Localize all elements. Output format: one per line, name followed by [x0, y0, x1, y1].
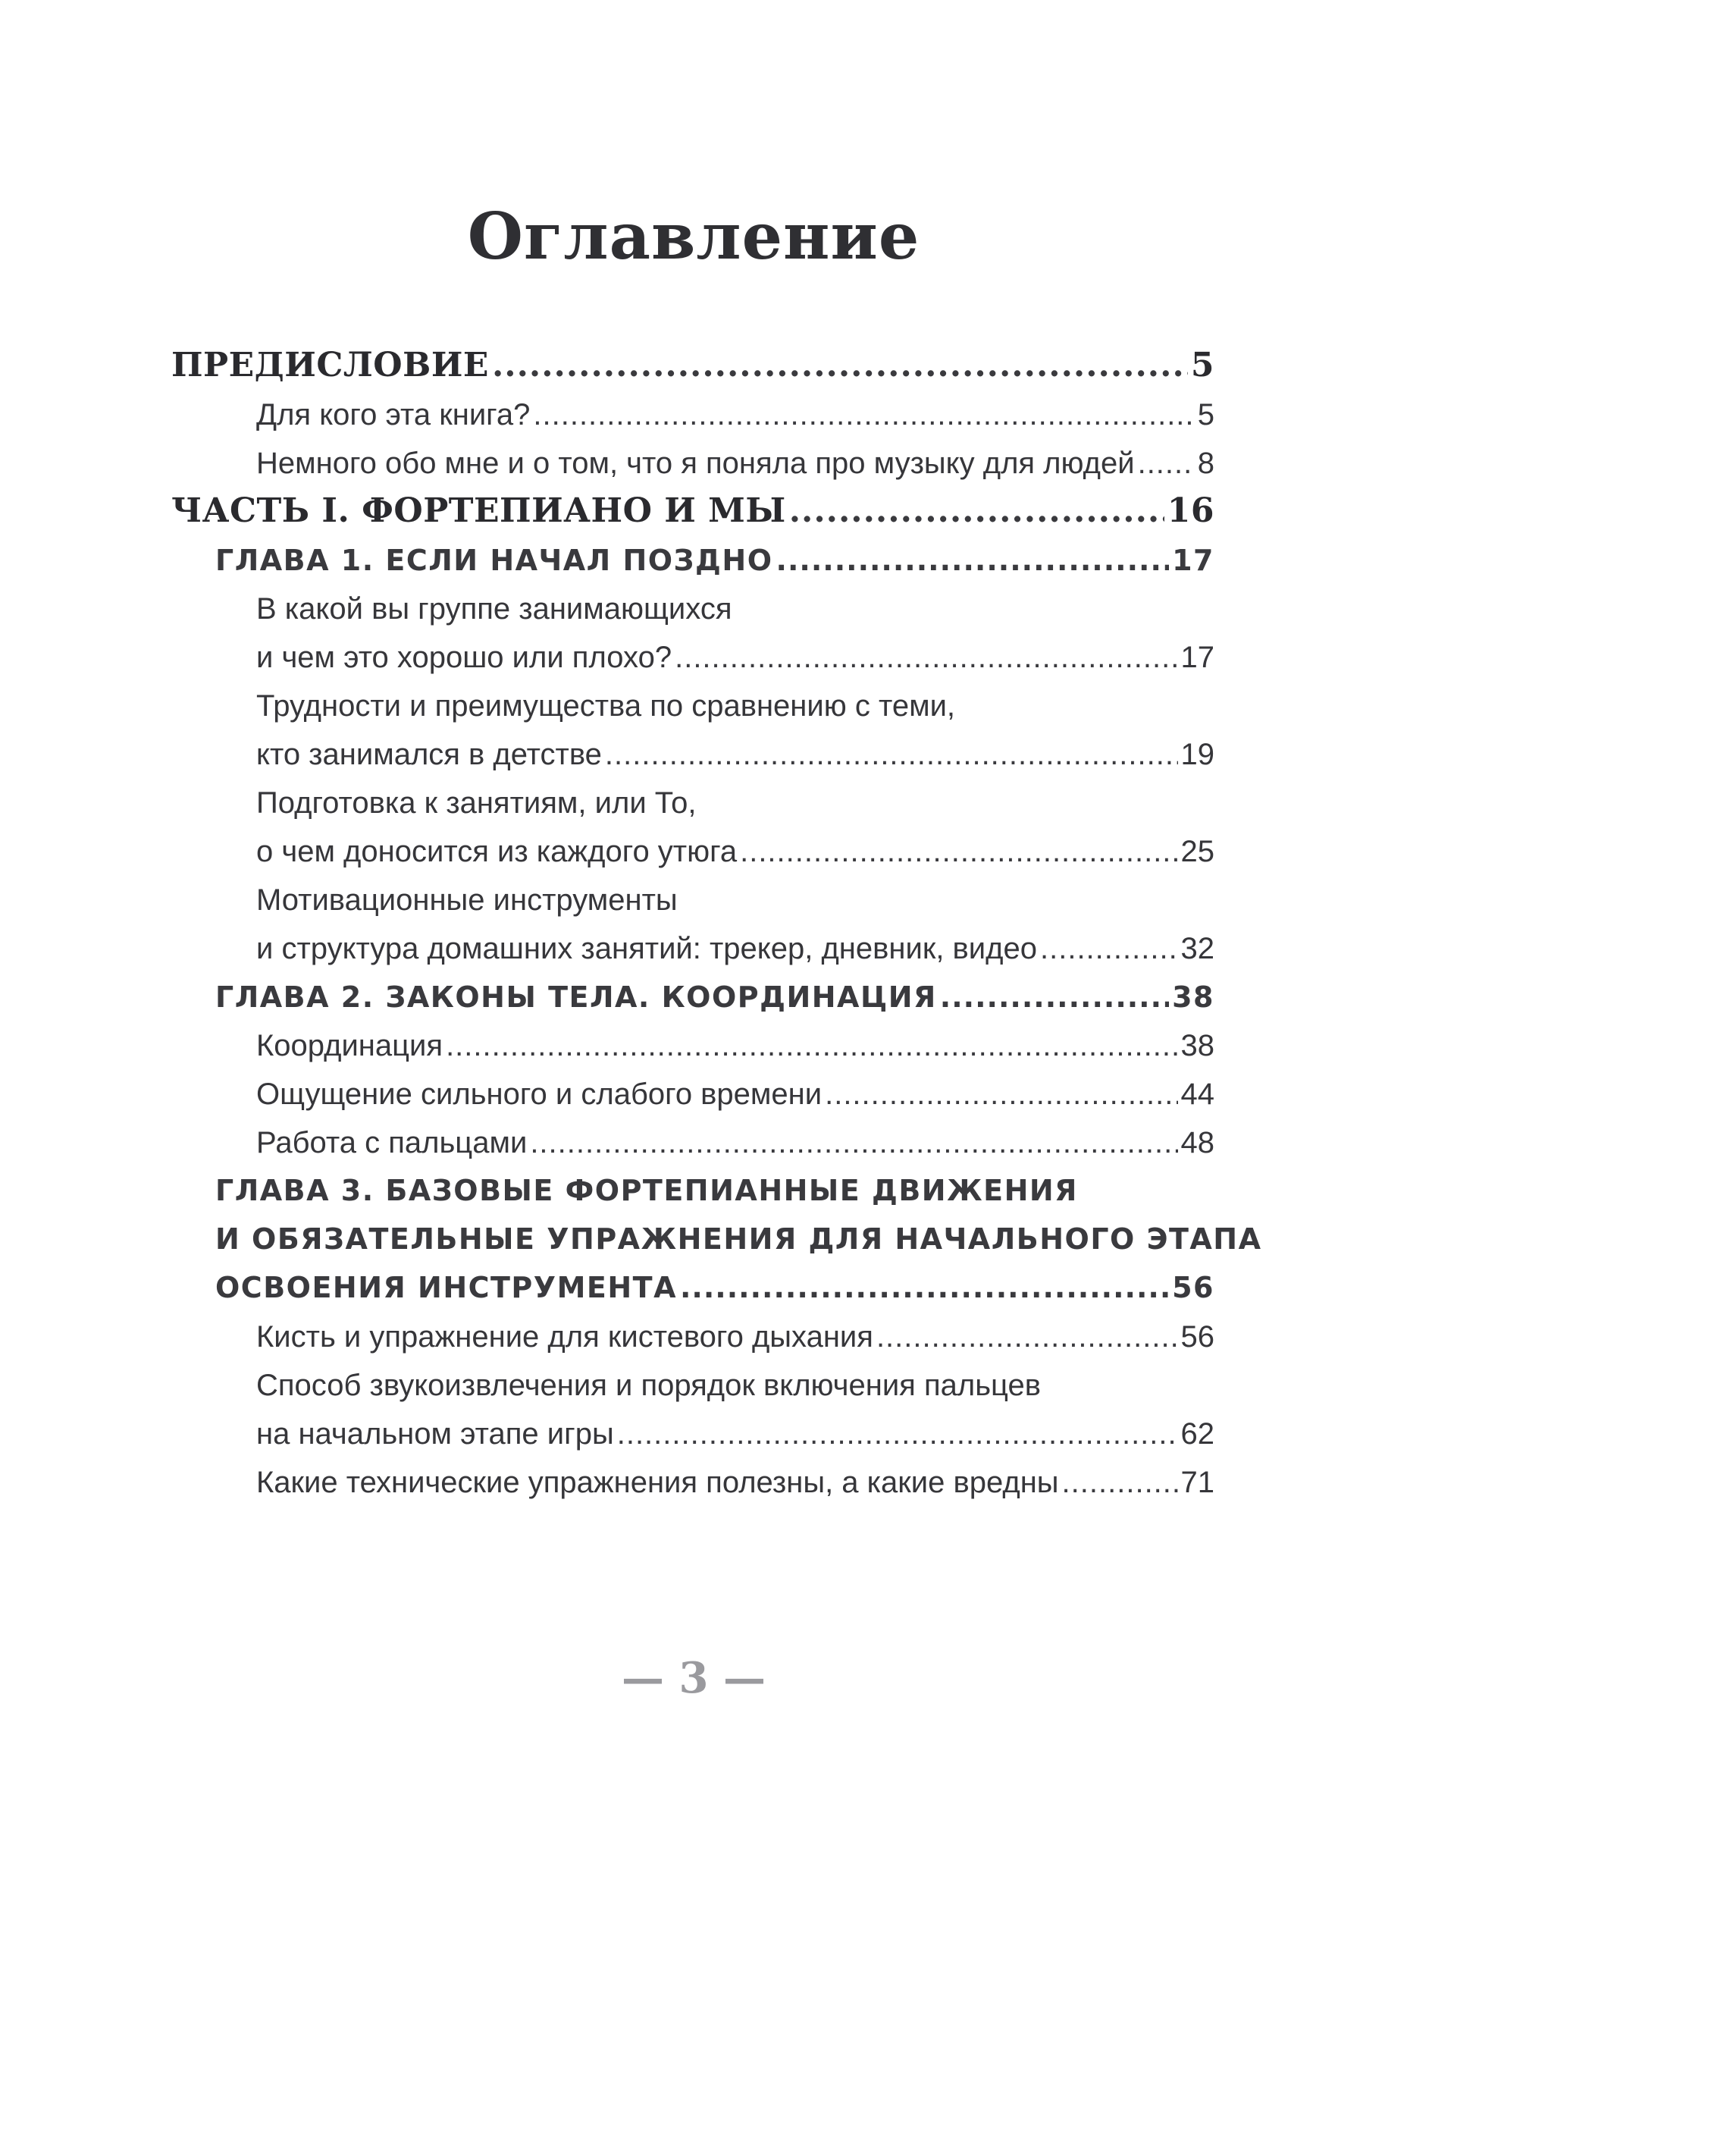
- dot-leader: [617, 1419, 1178, 1449]
- dot-leader: [533, 400, 1194, 430]
- dot-leader: [789, 494, 1164, 528]
- toc-page-number: 5: [1197, 398, 1214, 431]
- toc-entry-title: Ощущение сильного и слабого времени: [256, 1078, 823, 1111]
- toc-entry[interactable]: [256, 400, 1214, 430]
- toc-page-number: 17: [1180, 641, 1214, 674]
- dot-leader: [876, 1322, 1178, 1352]
- toc-page-number: 48: [1180, 1126, 1214, 1159]
- toc-entry[interactable]: [256, 1467, 1214, 1498]
- toc-entry-line1[interactable]: [256, 594, 1214, 624]
- dot-leader: [675, 642, 1177, 673]
- toc-entry-title: Кисть и упражнение для кистевого дыхания: [256, 1320, 873, 1354]
- dot-leader: [1040, 933, 1178, 964]
- toc-page-number: 32: [1180, 932, 1214, 965]
- toc-entry-title: кто занимался в детстве: [256, 738, 602, 771]
- dot-leader: [740, 836, 1177, 867]
- toc-entry[interactable]: [256, 1128, 1214, 1158]
- toc-entry-part-1[interactable]: [171, 491, 1214, 530]
- toc-entry-title: ЧАСТЬ I. ФОРТЕПИАНО И МЫ: [171, 491, 786, 530]
- toc-entry-title: Трудности и преимущества по сравнению с теми,: [256, 689, 956, 723]
- toc-entry-title: на начальном этапе игры: [256, 1417, 614, 1451]
- dot-leader: [680, 1273, 1169, 1302]
- toc-entry-chapter-3[interactable]: [215, 1273, 1214, 1302]
- toc-entry-title: ОСВОЕНИЯ ИНСТРУМЕНТА: [215, 1271, 677, 1304]
- toc-entry[interactable]: [256, 836, 1214, 867]
- toc-entry-chapter-1[interactable]: [215, 546, 1214, 575]
- toc-entry-title: ПРЕДИСЛОВИЕ: [171, 346, 489, 384]
- toc-entry-title: Мотивационные инструменты: [256, 883, 678, 917]
- toc-page-number: 25: [1180, 835, 1214, 868]
- dot-leader: [776, 546, 1170, 575]
- toc-entry-chapter-3-line2[interactable]: [215, 1222, 1262, 1256]
- toc-page-number: 56: [1180, 1320, 1214, 1354]
- toc-entry-chapter-2[interactable]: [215, 980, 1214, 1014]
- toc-page-number: 62: [1180, 1417, 1214, 1451]
- dot-leader: [605, 739, 1178, 770]
- toc-page-number: 19: [1180, 738, 1214, 771]
- toc-entry[interactable]: [256, 642, 1214, 673]
- toc-page-number: 38: [1180, 1029, 1214, 1062]
- dot-leader: [1062, 1467, 1178, 1498]
- toc-entry-title: Работа с пальцами: [256, 1126, 528, 1159]
- toc-entry[interactable]: [256, 1322, 1214, 1352]
- page-title: Оглавление: [467, 199, 920, 274]
- dot-leader: [492, 349, 1188, 382]
- toc-entry-title: ГЛАВА 3. БАЗОВЫЕ ФОРТЕПИАННЫЕ ДВИЖЕНИЯ: [215, 1174, 1078, 1207]
- toc-entry[interactable]: [256, 1419, 1214, 1449]
- toc-entry-title: ГЛАВА 2. ЗАКОНЫ ТЕЛА. КООРДИНАЦИЯ: [215, 980, 937, 1014]
- toc-page-number: 71: [1180, 1466, 1214, 1499]
- toc-entry-line1[interactable]: [256, 885, 1214, 915]
- toc-entry-title: и структура домашних занятий: трекер, дневник, видео: [256, 932, 1037, 965]
- toc-entry[interactable]: [256, 1079, 1214, 1109]
- toc-entry-chapter-3-line1[interactable]: [215, 1176, 1214, 1205]
- toc-entry[interactable]: [256, 1031, 1214, 1061]
- toc-entry-title: о чем доносится из каждого утюга: [256, 835, 738, 868]
- toc-entry-line1[interactable]: [256, 691, 1214, 721]
- toc-entry[interactable]: [256, 933, 1214, 964]
- toc-entry[interactable]: [256, 448, 1214, 478]
- toc-entry-title: Какие технические упражнения полезны, а какие вредны: [256, 1466, 1059, 1499]
- toc-entry-preface[interactable]: [171, 346, 1214, 384]
- toc-entry-title: И ОБЯЗАТЕЛЬНЫЕ УПРАЖНЕНИЯ ДЛЯ НАЧАЛЬНОГО ЭТАПА: [215, 1222, 1262, 1256]
- page-number: — 3 —: [622, 1653, 766, 1703]
- toc-page-number: 44: [1180, 1078, 1214, 1111]
- dot-leader: [825, 1079, 1177, 1109]
- toc-entry-line1[interactable]: [256, 788, 1214, 818]
- toc-entry-title: Подготовка к занятиям, или То,: [256, 786, 697, 820]
- dot-leader: [530, 1128, 1177, 1158]
- dot-leader: [1138, 448, 1195, 478]
- toc-page-number: 5: [1190, 346, 1214, 384]
- toc-page-number: 56: [1172, 1271, 1214, 1304]
- toc-entry[interactable]: [256, 739, 1214, 770]
- dot-leader: [940, 983, 1169, 1012]
- toc-entry-title: ГЛАВА 1. ЕСЛИ НАЧАЛ ПОЗДНО: [215, 544, 773, 577]
- dot-leader: [446, 1031, 1177, 1061]
- toc-entry-title: Координация: [256, 1029, 443, 1062]
- toc-page-number: 16: [1167, 491, 1214, 530]
- toc-entry-title: Немного обо мне и о том, что я поняла про музыку для людей: [256, 447, 1135, 480]
- toc-entry-title: и чем это хорошо или плохо?: [256, 641, 672, 674]
- toc-entry-title: Способ звукоизвлечения и порядок включения пальцев: [256, 1369, 1041, 1402]
- toc-entry-title: Для кого эта книга?: [256, 398, 531, 431]
- toc-entry-line1[interactable]: [256, 1370, 1214, 1401]
- toc-page-number: 17: [1172, 544, 1214, 577]
- toc-page-number: 38: [1172, 980, 1214, 1014]
- toc-page-number: 8: [1197, 447, 1214, 480]
- toc-entry-title: В какой вы группе занимающихся: [256, 592, 732, 626]
